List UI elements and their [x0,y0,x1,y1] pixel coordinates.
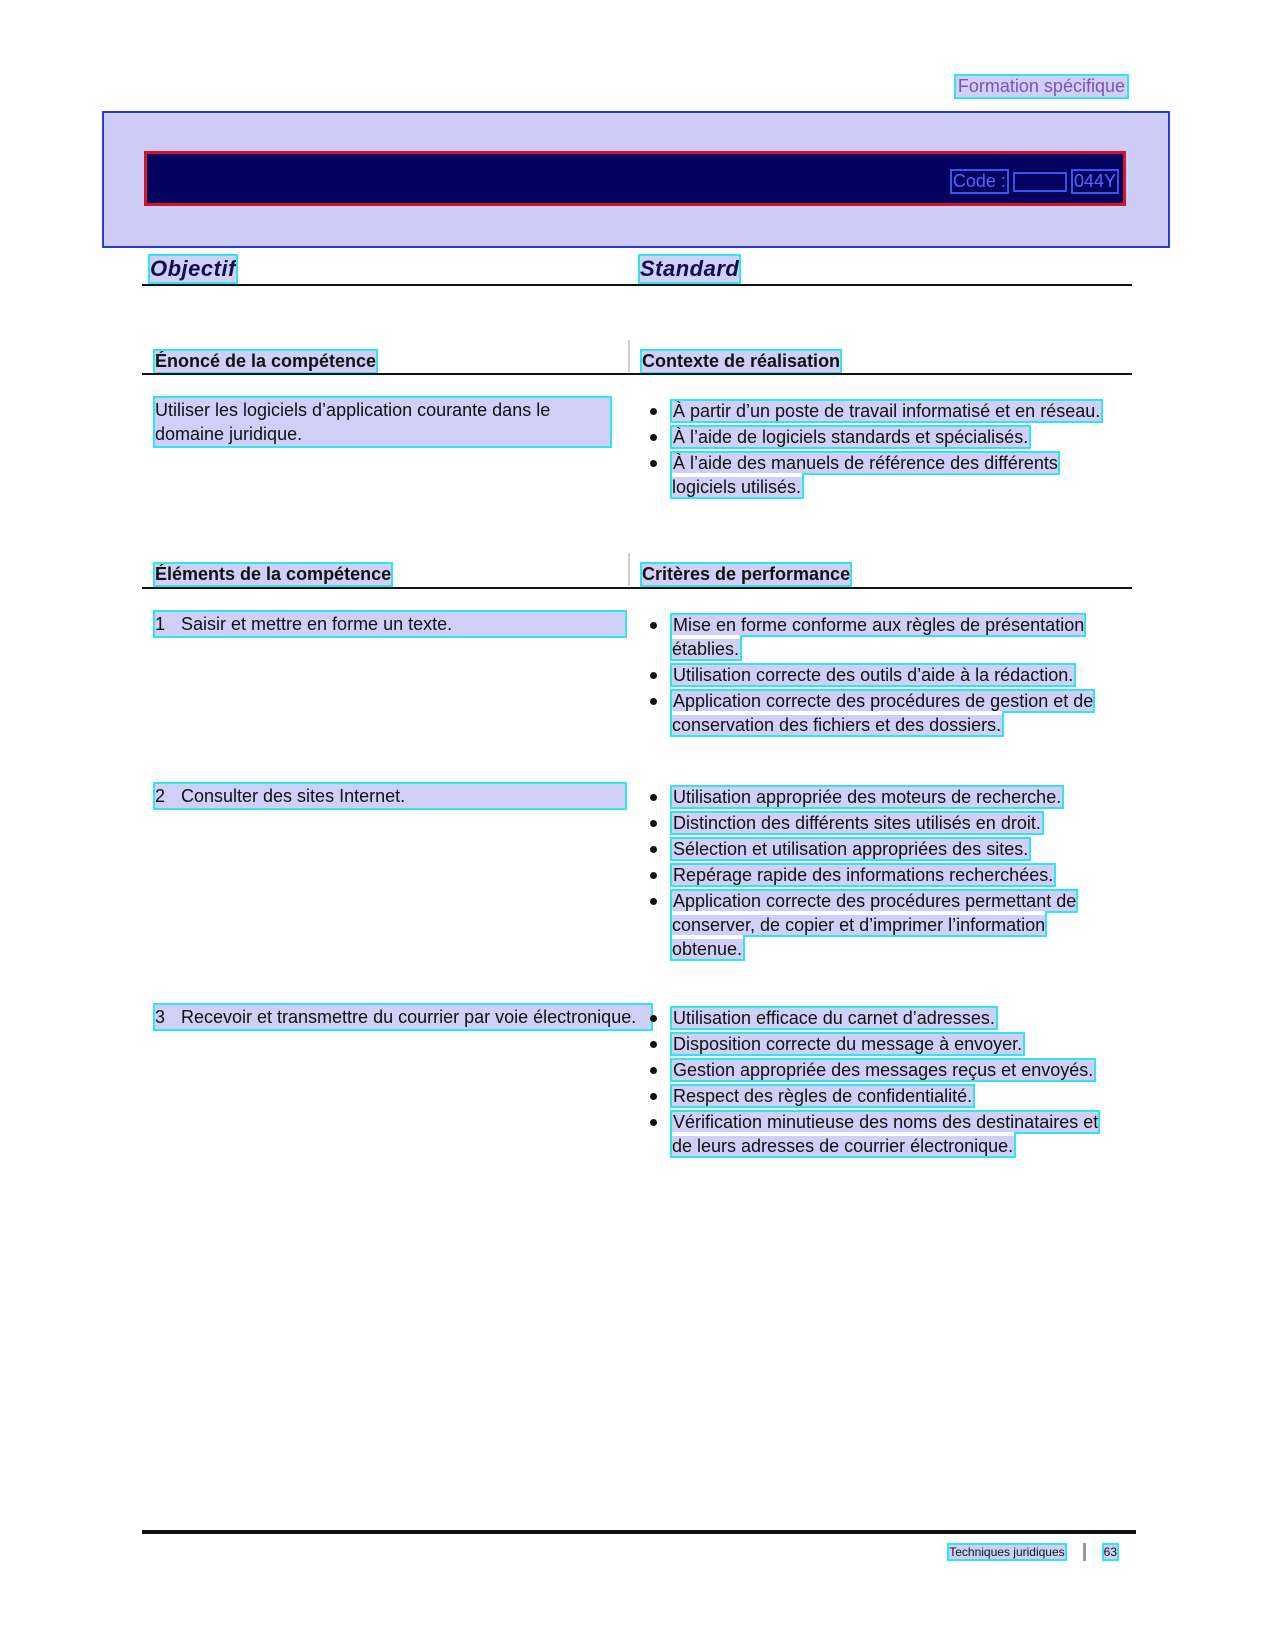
list-item: Sélection et utilisation appropriées des sites. [648,837,1118,861]
code-value: 044Y [1073,171,1116,191]
list-item: Vérification minutieuse des noms des destinataires et de leurs adresses de courrier électronique. [648,1110,1118,1158]
title-banner [102,111,1170,248]
element-3 [155,1005,651,1029]
section2-divider [628,553,630,586]
title-rule [142,284,1132,286]
code-field [1015,174,1065,190]
element-number: 2 [155,786,166,806]
element-2 [155,784,625,808]
list-item: Repérage rapide des informations recherchées. [648,863,1118,887]
elements-heading: Éléments de la compétence [155,564,392,584]
list-item: À partir d’un poste de travail informatisé et en réseau. [648,399,1118,423]
footer-rule [142,1530,1136,1534]
code-area [952,171,1117,192]
list-item: Gestion appropriée des messages reçus et envoyés. [648,1058,1118,1082]
criteres-heading: Critères de performance [642,564,851,584]
contexte-heading: Contexte de réalisation [642,351,841,371]
element-1 [155,612,625,636]
element-number: 1 [155,614,166,634]
list-item: Respect des règles de confidentialité. [648,1084,1118,1108]
list-item: Application correcte des procédures de gestion et de conservation des fichiers et des dossiers. [648,689,1118,737]
footer-program: Techniques juridiques [949,1545,1065,1559]
element-text: Consulter des sites Internet. [181,786,406,806]
footer-separator [1083,1543,1086,1561]
code-label: Code : [952,171,1006,191]
section1-rule [142,373,1132,375]
standard-title: Standard [640,256,740,281]
header-label: Formation spécifique [957,76,1125,96]
element-number: 3 [155,1007,166,1027]
element-text: Recevoir et transmettre du courrier par voie électronique. [181,1007,637,1027]
section1-divider [628,340,630,372]
section2-rule [142,587,1132,589]
list-item: Utilisation appropriée des moteurs de recherche. [648,785,1118,809]
list-item: À l’aide des manuels de référence des différents logiciels utilisés. [648,451,1118,499]
context-list [648,399,1118,501]
list-item: Distinction des différents sites utilisés en droit. [648,811,1118,835]
list-item: Mise en forme conforme aux règles de présentation établies. [648,613,1118,661]
list-item: Utilisation correcte des outils d’aide à la rédaction. [648,663,1118,687]
criteria-list-2 [648,785,1118,963]
competence-statement: Utiliser les logiciels d’application courante dans le domaine juridique. [155,398,610,446]
page-number: 63 [1103,1545,1117,1559]
banner-bar [144,151,1126,206]
criteria-list-1 [648,613,1118,739]
element-text: Saisir et mettre en forme un texte. [181,614,453,634]
enonce-heading: Énoncé de la compétence [155,351,377,371]
list-item: Application correcte des procédures permettant de conserver, de copier et d’imprimer l’information obtenue. [648,889,1118,961]
list-item: Utilisation efficace du carnet d’adresses. [648,1006,1118,1030]
objectif-title: Objectif [150,256,236,281]
list-item: À l’aide de logiciels standards et spécialisés. [648,425,1118,449]
list-item: Disposition correcte du message à envoyer. [648,1032,1118,1056]
page-footer [949,1543,1117,1561]
criteria-list-3 [648,1006,1118,1160]
